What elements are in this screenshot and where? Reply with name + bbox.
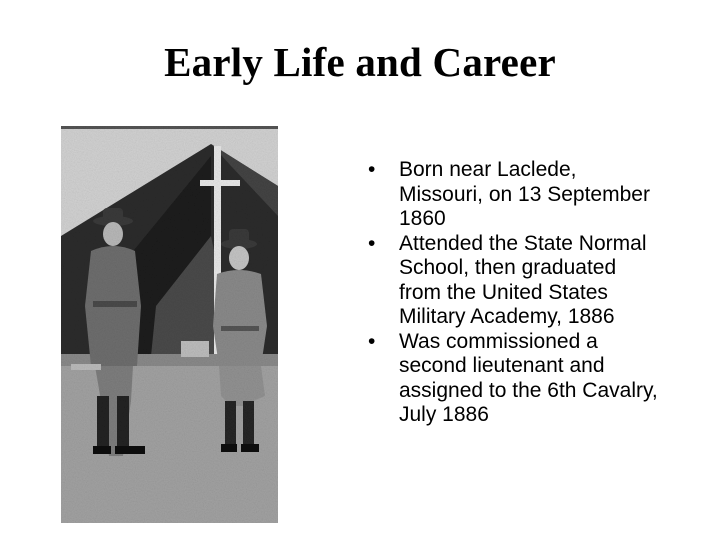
bullet-item-education [362, 232, 662, 330]
soldiers-at-tent-image [61, 126, 278, 523]
bullet-glyph: • [368, 329, 376, 353]
bullet-text: Was commissioned a second lieutenant and assigned to the 6th Cavalry, July 1886 [399, 329, 658, 426]
bullet-text: Born near Laclede, Missouri, on 13 September 1860 [399, 158, 650, 230]
slide-title: Early Life and Career [164, 39, 556, 85]
bullet-item-birth [362, 158, 662, 232]
historical-photo [61, 126, 278, 523]
bullet-glyph: • [368, 158, 376, 181]
bullet-item-commission [362, 330, 662, 428]
bullet-text: Attended the State Normal School, then graduated from the United States Military Academy, 1886 [399, 231, 647, 328]
bullet-glyph: • [368, 231, 376, 255]
bullet-list [362, 158, 662, 428]
